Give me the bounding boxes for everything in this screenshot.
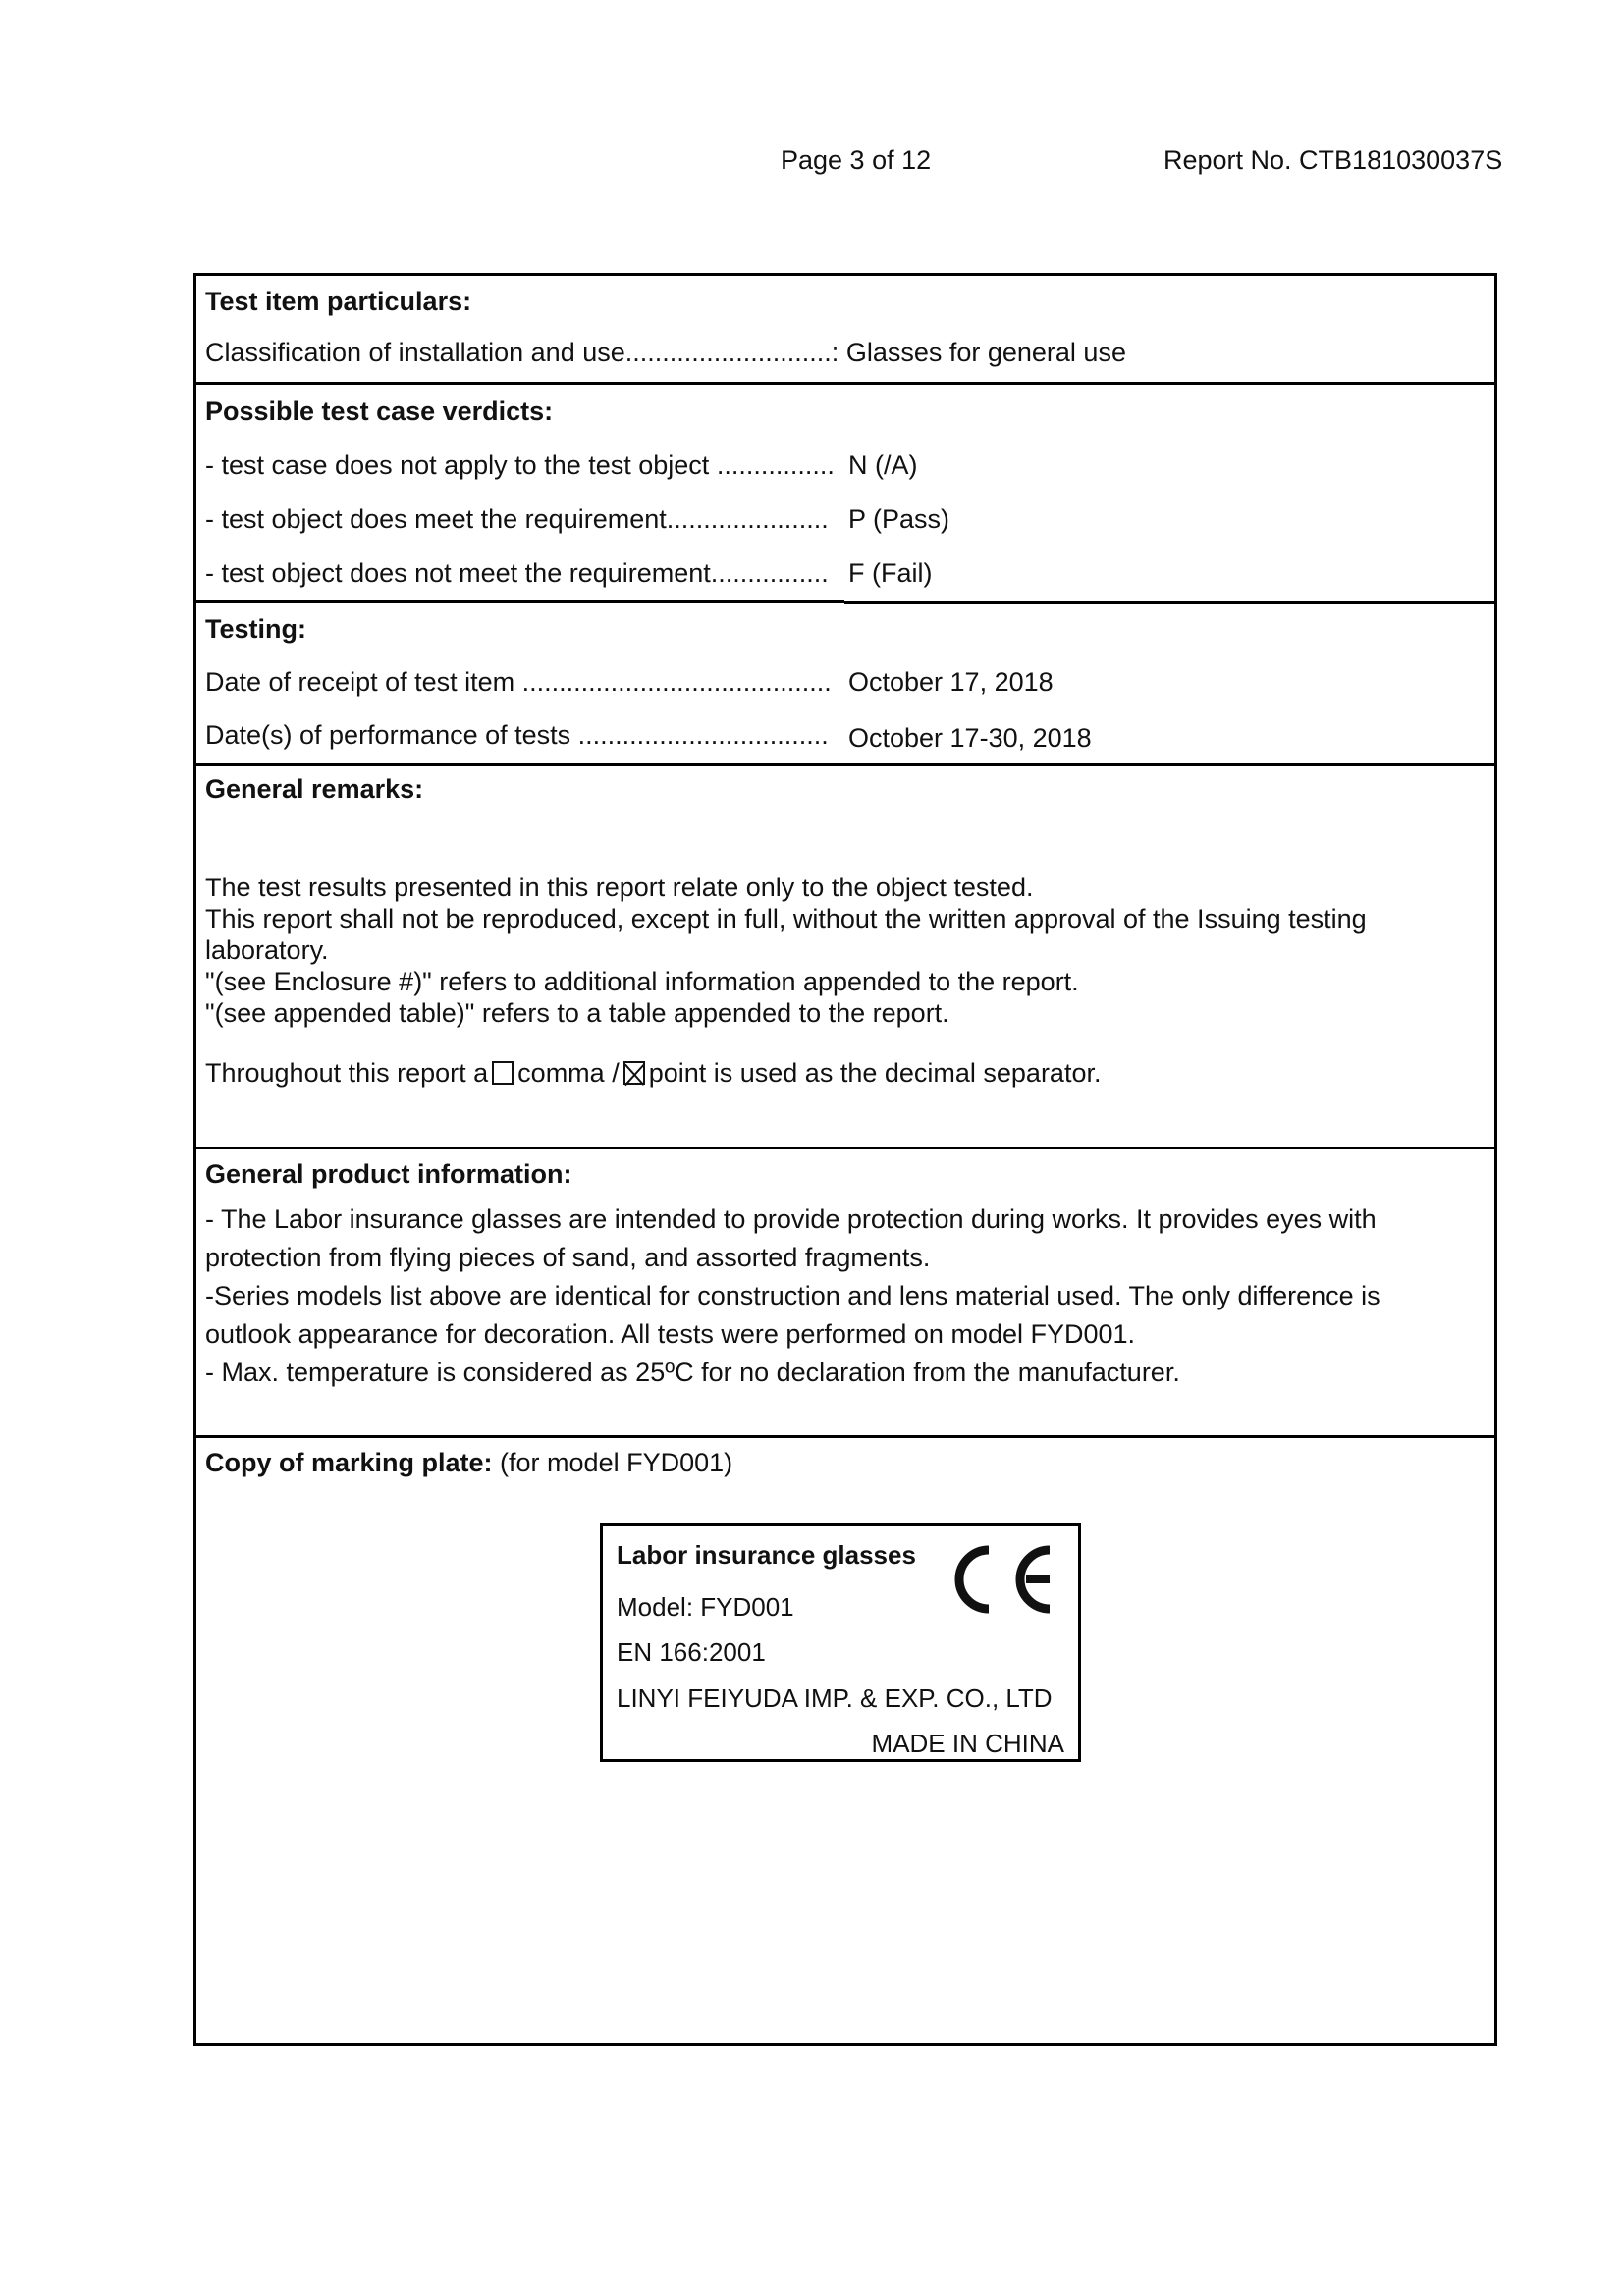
info-line: -Series models list above are identical for construction and lens material used. The only difference is outlook appearance for decoration. All tests were performed on model FYD001.	[205, 1281, 1380, 1349]
leader-dots: ..........................................	[521, 667, 832, 697]
section-remarks	[196, 766, 1494, 1149]
point-checkbox[interactable]	[623, 1061, 645, 1085]
testing-row	[205, 667, 832, 698]
testing-value: October 17-30, 2018	[848, 723, 1092, 753]
leader-dots: ............................:	[624, 338, 839, 367]
verdict-label: - test object does not meet the requirement	[205, 559, 711, 588]
classification-row	[205, 338, 1126, 368]
plate-origin: MADE IN CHINA	[871, 1729, 1064, 1758]
section-title: Possible test case verdicts:	[205, 397, 554, 426]
leader-dots: ................	[716, 451, 835, 480]
report-number: Report No. CTB181030037S	[1163, 145, 1503, 175]
verdict-row	[205, 451, 835, 481]
verdict-row	[205, 505, 829, 535]
verdict-label: - test case does not apply to the test object	[205, 451, 710, 480]
marking-plate	[600, 1523, 1081, 1762]
verdict-value: P (Pass)	[848, 505, 950, 534]
classification-value: Glasses for general use	[845, 338, 1126, 367]
ce-mark-icon	[951, 1544, 1059, 1615]
verdict-value: N (/A)	[848, 451, 918, 480]
info-line: - The Labor insurance glasses are intended to provide protection during works. It provides eyes with protection from flying pieces of sand, and assorted fragments.	[205, 1204, 1377, 1272]
marking-plate-heading	[205, 1448, 732, 1478]
section-subtitle: (for model FYD001)	[500, 1448, 733, 1477]
report-table	[193, 273, 1497, 2046]
testing-label: Date(s) of performance of tests	[205, 721, 571, 750]
testing-value: October 17, 2018	[848, 667, 1054, 697]
plate-product: Labor insurance glasses	[617, 1540, 916, 1570]
plate-model: Model: FYD001	[617, 1592, 794, 1622]
remark-line: This report shall not be reproduced, except in full, without the written approval of the Issuing testing laboratory.	[205, 904, 1367, 965]
section-title: Test item particulars:	[205, 287, 472, 316]
section-title: Copy of marking plate:	[205, 1448, 493, 1477]
separator-prefix: Throughout this report a	[205, 1058, 489, 1088]
leader-dots: ..................................	[577, 721, 829, 750]
remarks-text	[205, 872, 1475, 1029]
comma-label: comma /	[517, 1058, 620, 1088]
info-line: - Max. temperature is considered as 25ºC for no declaration from the manufacturer.	[205, 1358, 1180, 1387]
point-label: point is used as the decimal separator.	[648, 1058, 1102, 1088]
leader-dots: ................	[710, 559, 829, 588]
testing-label: Date of receipt of test item	[205, 667, 515, 697]
section-testing	[196, 603, 1494, 766]
decimal-separator-row	[205, 1058, 1101, 1089]
plate-standard: EN 166:2001	[617, 1637, 766, 1667]
plate-company: LINYI FEIYUDA IMP. & EXP. CO., LTD	[617, 1683, 1053, 1713]
leader-dots: ......................	[666, 505, 829, 534]
product-info-text	[205, 1201, 1435, 1392]
section-test-item	[196, 276, 1494, 385]
verdict-value: F (Fail)	[848, 559, 933, 588]
section-title: General product information:	[205, 1159, 572, 1189]
testing-row	[205, 721, 829, 751]
verdict-row	[205, 559, 829, 589]
page-number: Page 3 of 12	[781, 145, 932, 175]
classification-label: Classification of installation and use	[205, 338, 625, 367]
comma-checkbox[interactable]	[492, 1061, 514, 1085]
remark-line: "(see appended table)" refers to a table appended to the report.	[205, 998, 949, 1028]
section-title: General remarks:	[205, 774, 424, 804]
section-title: Testing:	[205, 614, 306, 644]
verdict-label: - test object does meet the requirement	[205, 505, 667, 534]
section-verdicts	[196, 385, 1494, 600]
remark-line: The test results presented in this report relate only to the object tested.	[205, 873, 1034, 902]
section-product-info	[196, 1149, 1494, 1438]
remark-line: "(see Enclosure #)" refers to additional information appended to the report.	[205, 967, 1079, 996]
